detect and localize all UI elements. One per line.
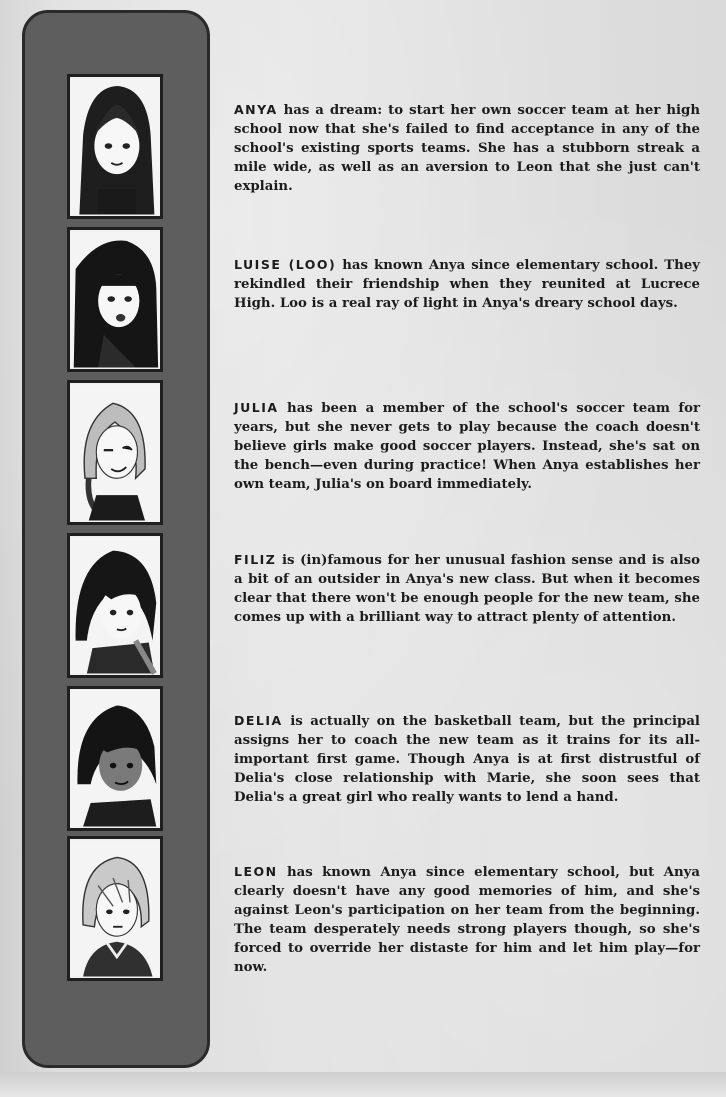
- character-name: ANYA: [234, 102, 278, 117]
- portrait-luise: [67, 227, 163, 372]
- character-entry-leon: [234, 862, 700, 977]
- page-bottom-edge: [0, 1072, 726, 1097]
- character-entry-delia: [234, 711, 700, 807]
- character-entry-julia: [234, 398, 700, 494]
- portrait-delia: [67, 686, 163, 831]
- character-description: has known Anya since elementary school. They rekindled their friendship when they reunited at Lucrece High. Loo is a real ray of light in Anya's dreary school days.: [234, 258, 700, 311]
- portrait-julia: [67, 380, 163, 525]
- character-name: JULIA: [234, 400, 279, 415]
- character-name: LEON: [234, 864, 278, 879]
- character-description: has been a member of the school's soccer team for years, but she never gets to play because the coach doesn't believe girls make good soccer players. Instead, she's sat on the bench—even during practice! When Anya establishes her own team, Julia's on board immediately.: [234, 401, 700, 492]
- character-description: has known Anya since elementary school, but Anya clearly doesn't have any good memories of him, and she's against Leon's participation on her team from the beginning. The team desperately needs strong players though, so she's forced to override her distaste for him and let him play—for now.: [234, 865, 700, 975]
- portrait-filiz: [67, 533, 163, 678]
- character-entry-luise: [234, 255, 700, 313]
- character-description: has a dream: to start her own soccer team at her high school now that she's failed to find acceptance in any of the school's existing sports teams. She has a stubborn streak a mile wide, as well as an aversion to Leon that she just can't explain.: [234, 103, 700, 194]
- character-description: is actually on the basketball team, but the principal assigns her to coach the new team as it trains for its all-important first game. Though Anya is at first distrustful of Delia's close relationship with Marie, she soon sees that Delia's a great girl who really wants to lend a hand.: [234, 714, 700, 805]
- character-name: DELIA: [234, 713, 283, 728]
- portrait-anya: [67, 74, 163, 219]
- character-description: is (in)famous for her unusual fashion sense and is also a bit of an outsider in Anya's new class. But when it becomes clear that there won't be enough people for the new team, she comes up with a brilliant way to attract plenty of attention.: [234, 553, 700, 625]
- character-entry-anya: [234, 100, 700, 196]
- portrait-leon: [67, 836, 163, 981]
- character-name: FILIZ: [234, 552, 277, 567]
- character-name: LUISE (LOO): [234, 257, 337, 272]
- character-entry-filiz: [234, 550, 700, 627]
